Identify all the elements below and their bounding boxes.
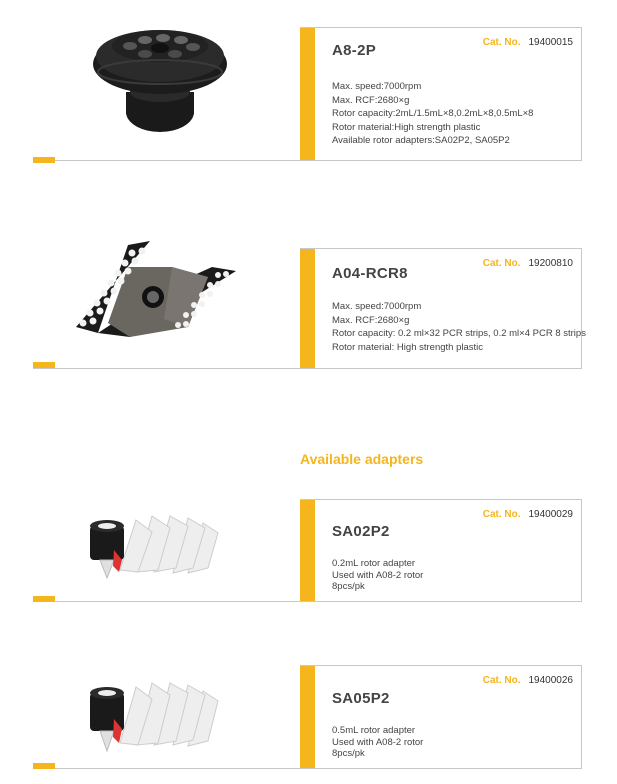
- cat-no-value: 19400015: [528, 37, 573, 48]
- cat-no-label: Cat. No.: [482, 37, 521, 48]
- product-card: [300, 499, 582, 602]
- product-name: SA05P2: [332, 690, 390, 707]
- section-title-adapters: Available adapters: [300, 451, 424, 467]
- cat-no-value: 19200810: [528, 258, 573, 269]
- fixed-angle-rotor-icon: [85, 12, 235, 142]
- cat-no: [483, 675, 573, 686]
- product-name: A8-2P: [332, 42, 377, 59]
- spec-line: Rotor material:High strength plastic: [332, 121, 481, 133]
- product-name: A04-RCR8: [332, 265, 408, 282]
- spec-line: Max. speed:7000rpm: [332, 301, 422, 312]
- product-specs: [332, 558, 423, 593]
- spec-line: Rotor capacity:2mL/1.5mL×8,0.2mL×8,0.5mL×8: [332, 108, 534, 119]
- accent-tab: [33, 362, 55, 368]
- accent-tab: [33, 763, 55, 769]
- cat-no-value: 19400029: [528, 509, 573, 520]
- cat-no: [483, 37, 573, 48]
- rotor-image: [68, 227, 240, 357]
- adapter-image: [78, 673, 228, 758]
- spec-line: 0.5mL rotor adapter: [332, 725, 416, 736]
- spec-line: Rotor capacity: 0.2 ml×32 PCR strips, 0.2 ml×4 PCR 8 strips: [332, 328, 586, 339]
- rotor-image: [85, 12, 235, 142]
- divider: [33, 768, 582, 769]
- divider: [33, 160, 582, 161]
- product-card: [300, 248, 586, 369]
- spec-line: Max. speed:7000rpm: [332, 81, 422, 92]
- divider: [33, 368, 582, 369]
- spec-line: Used with A08-2 rotor: [332, 569, 424, 581]
- spec-line: Available rotor adapters:SA02P2, SA05P2: [332, 135, 510, 146]
- cat-no: [483, 509, 573, 520]
- product-card: [300, 27, 582, 161]
- product-a04-rcr8: [0, 215, 617, 380]
- product-card: [300, 665, 582, 769]
- cat-no-label: Cat. No.: [482, 258, 521, 269]
- tube-adapter-icon: [78, 508, 228, 588]
- cat-no-label: Cat. No.: [482, 675, 521, 686]
- spec-line: Rotor material: High strength plastic: [332, 341, 484, 353]
- spec-line: 0.2mL rotor adapter: [332, 558, 416, 569]
- adapter-image: [78, 508, 228, 588]
- accent-bar: [300, 666, 315, 769]
- spec-line: Max. RCF:2680×g: [332, 314, 410, 326]
- accent-tab: [33, 157, 55, 163]
- spec-line: Used with A08-2 rotor: [332, 736, 424, 748]
- cat-no-value: 19400026: [528, 675, 573, 686]
- product-specs: [332, 80, 533, 148]
- product-specs: [332, 300, 586, 354]
- tube-adapter-icon: [78, 673, 228, 758]
- accent-tab: [33, 596, 55, 602]
- product-specs: [332, 725, 423, 760]
- product-name: SA02P2: [332, 523, 390, 540]
- accent-bar: [300, 28, 315, 161]
- spec-line: 8pcs/pk: [332, 748, 365, 759]
- cat-no: [483, 258, 573, 269]
- accent-bar: [300, 249, 315, 369]
- adapter-sa05p2: [0, 655, 617, 775]
- spec-line: Max. RCF:2680×g: [332, 94, 410, 106]
- spec-line: 8pcs/pk: [332, 581, 365, 592]
- cat-no-label: Cat. No.: [482, 509, 521, 520]
- product-a8-2p: [0, 0, 617, 175]
- divider: [33, 601, 582, 602]
- accent-bar: [300, 500, 315, 602]
- pcr-strip-rotor-icon: [68, 227, 240, 357]
- adapter-sa02p2: [0, 488, 617, 608]
